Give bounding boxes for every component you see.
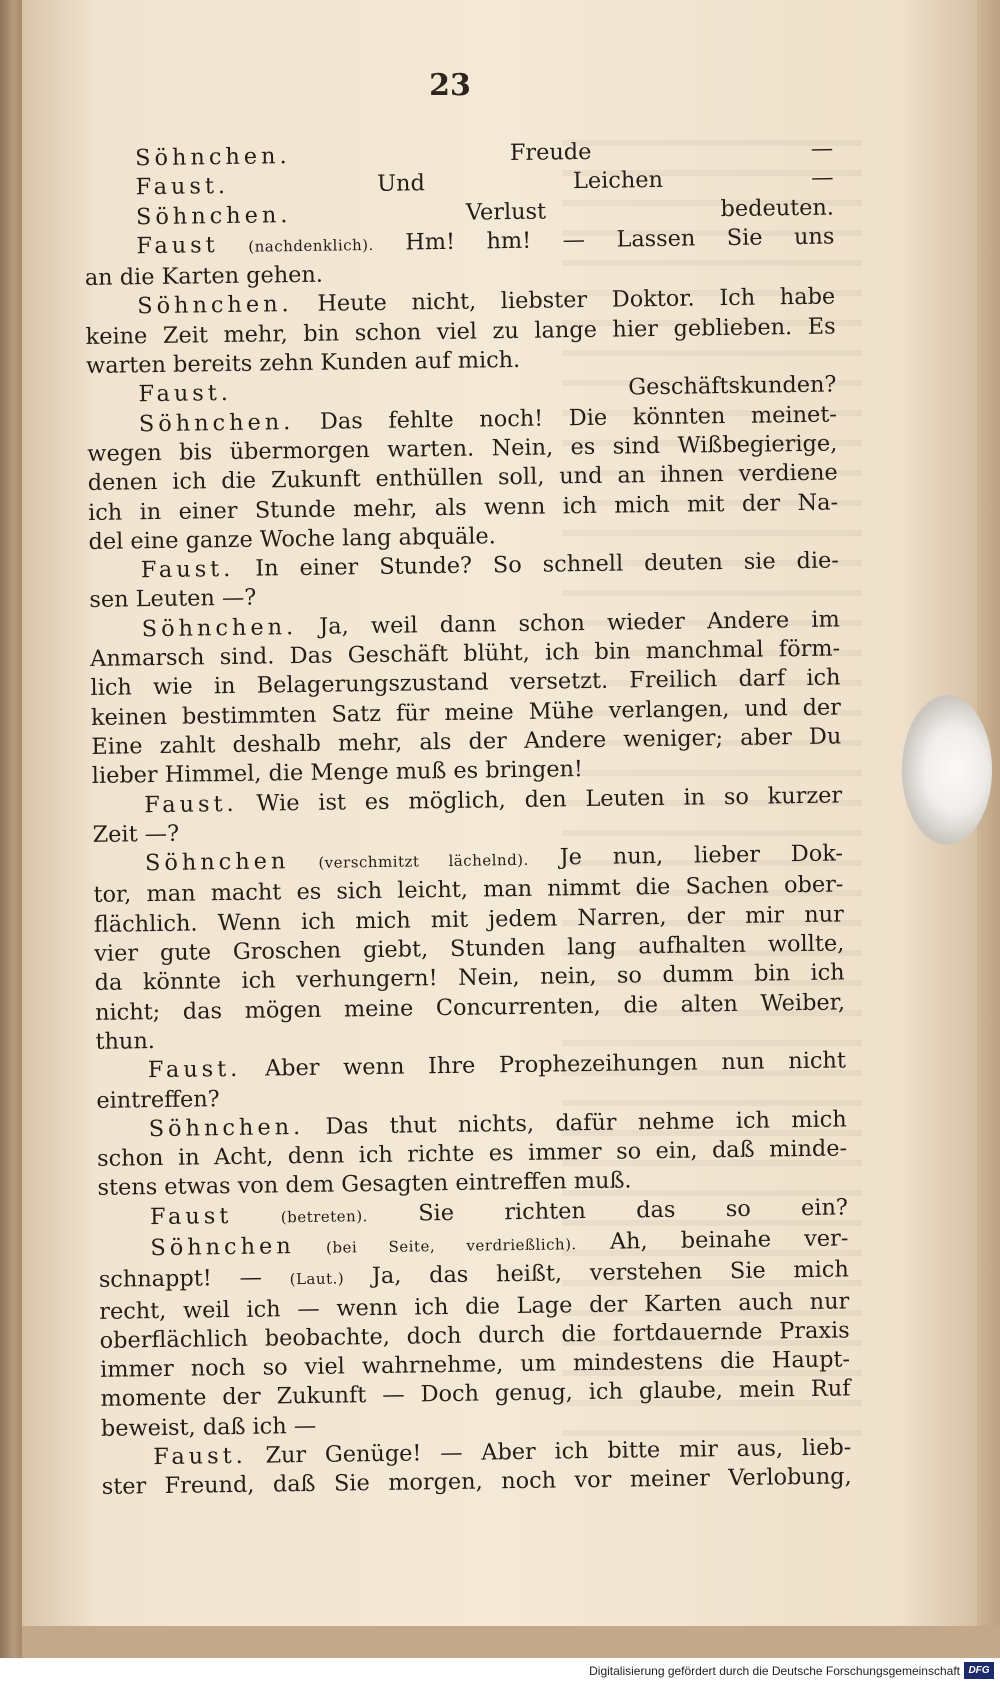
line-text: oberflächlich beobachte, doch durch die fortdauernde Praxis (99, 1317, 850, 1354)
line-text: beweist, daß ich — (100, 1412, 317, 1442)
line-text: Hm! hm! — Lassen Sie uns (373, 223, 835, 256)
stage-direction: (verschmitzt lächelnd). (289, 850, 529, 873)
line-text: keine Zeit mehr, bin schon viel zu lange hier geblieben. Es (85, 313, 836, 350)
page-number: 23 (429, 68, 471, 103)
line-text: Ah, beinahe ver- (576, 1225, 849, 1256)
line-text: eintreffen? (96, 1085, 220, 1114)
line-text: schon in Acht, denn ich richte es immer so ein, daß minde- (96, 1135, 848, 1172)
line-text: nicht; das mögen meine Concurrenten, die alten Weiber, (94, 989, 846, 1026)
speaker-name: Söhnchen. (137, 291, 293, 320)
line-text: In einer Stunde? So schnell deuten sie die- (234, 547, 840, 583)
page-text (83, 135, 852, 1503)
line-text: ster Freund, daß Sie morgen, noch vor meiner Verlobung, (101, 1463, 852, 1501)
line-text: flächlich. Wenn ich mich mit jedem Narren, der mir nur (93, 901, 844, 938)
line-text: Ja, weil dann schon wieder Andere im (296, 606, 840, 640)
speaker-name: Faust. (147, 1056, 242, 1084)
line-text: Geschäftskunden? (231, 371, 837, 407)
dfg-logo: DFG (964, 1662, 994, 1679)
line-text: Ja, das heißt, verstehen Sie mich (344, 1256, 849, 1290)
line-text: Verlust bedeuten. (291, 194, 835, 228)
line-text: Das thut nichts, dafür nehme ich mich (303, 1106, 847, 1140)
speaker-name: Faust (149, 1202, 233, 1230)
speaker-name: Faust (136, 232, 219, 260)
speaker-name: Faust. (135, 173, 230, 201)
line-text: Anmarsch sind. Das Geschäft blüht, ich bin manchmal förm- (89, 635, 841, 672)
stage-direction: (Laut.) (289, 1269, 345, 1289)
line-text: an die Karten gehen. (84, 261, 324, 292)
line-text: Zur Genüge! — Aber ich bitte mir aus, lieb- (246, 1434, 852, 1469)
line-text: Heute nicht, liebster Doktor. Ich habe (292, 283, 836, 318)
line-text: recht, weil ich — wenn ich die Lage der Karten auch nur (99, 1287, 850, 1325)
line-text: stens etwas von dem Gesagten eintreffen muß. (97, 1167, 632, 1202)
line-text: del eine ganze Woche lang abquäle. (88, 523, 497, 555)
line-text: Freude — (290, 135, 834, 170)
speaker-name: Söhnchen. (138, 408, 295, 437)
book-spine-edge (0, 0, 22, 1658)
line-text: ich in einer Stunde mehr, als wenn ich mich mit der Na- (87, 489, 839, 526)
line-text: wegen bis übermorgen warten. Nein, es sind Wißbegierige, (87, 430, 838, 467)
glare-reflection (902, 695, 992, 845)
footer-bar (0, 1658, 1000, 1685)
line-text: Sie richten das so ein? (367, 1194, 849, 1227)
funding-notice: Digitalisierung gefördert durch die Deutsche Forschungsgemeinschaft (589, 1664, 960, 1678)
speaker-name: Söhnchen (144, 848, 290, 877)
line-text: Eine zahlt deshalb mehr, als der Andere weniger; aber Du (91, 723, 842, 760)
stage-direction: (bei Seite, verdrießlich). (294, 1235, 577, 1258)
line-text: lich wie in Belagerungszustand versetzt. Freilich darf ich (90, 664, 841, 702)
line-text: vier gute Groschen giebt, Stunden lang aufhalten wollte, (94, 930, 845, 967)
speaker-name: Faust. (138, 380, 233, 408)
line-text: da könnte ich verhungern! Nein, nein, so dumm bin ich (94, 959, 845, 997)
speaker-name: Faust. (153, 1442, 247, 1471)
speaker-name: Faust. (144, 790, 238, 818)
line-text: lieber Himmel, die Menge muß es bringen! (91, 756, 584, 790)
speaker-name: Söhnchen. (135, 143, 291, 172)
line-text: keinen bestimmten Satz für meine Mühe verlangen, und der (90, 694, 842, 731)
speaker-name: Söhnchen. (141, 613, 298, 642)
line-text: Zeit —? (92, 820, 180, 848)
speaker-name: Faust. (140, 556, 235, 584)
line-text: Und Leichen — (228, 164, 834, 200)
line-text: Wie ist es möglich, den Leuten in so kurzer (237, 781, 843, 817)
line-text: Das fehlte noch! Die könnten meinet- (294, 401, 838, 435)
line-text: Je nun, lieber Dok- (528, 840, 844, 871)
line-text: schnappt! — (98, 1264, 290, 1294)
speaker-name: Söhnchen. (148, 1113, 305, 1142)
line-text: immer noch so viel wahrnehme, um mindestens die Haupt- (99, 1346, 851, 1384)
line-text: warten bereits zehn Kunden auf mich. (85, 346, 521, 380)
line-text: tor, man macht es sich leicht, man nimmt die Sachen ober- (93, 871, 844, 909)
line-text: thun. (95, 1027, 156, 1055)
line-text: Aber wenn Ihre Prophezeihungen nun nicht (241, 1047, 847, 1083)
speaker-name: Söhnchen. (135, 201, 292, 230)
scan-bottom-strip (22, 1626, 1000, 1658)
speaker-name: Söhnchen (150, 1233, 295, 1262)
stage-direction: (betreten). (232, 1206, 369, 1227)
line-text: denen ich die Zukunft enthüllen soll, und an ihnen verdiene (87, 459, 838, 497)
line-text: sen Leuten —? (89, 585, 257, 614)
stage-direction: (nachdenklich). (218, 235, 374, 257)
line-text: momente der Zukunft — Doch genug, ich glaube, mein Ruf (100, 1375, 851, 1413)
